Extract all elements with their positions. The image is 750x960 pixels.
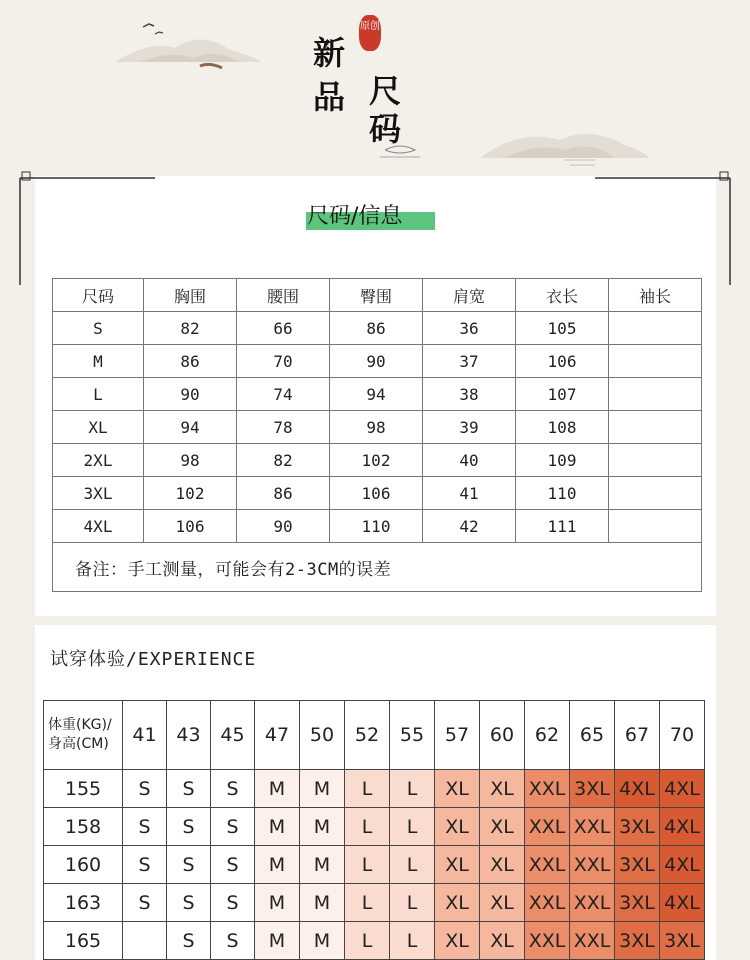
weight-header: 62 bbox=[525, 701, 570, 770]
size-recommendation-cell: L bbox=[345, 808, 390, 846]
size-recommendation-cell: S bbox=[123, 770, 167, 808]
title-char-2: 品 bbox=[313, 78, 346, 116]
size-recommendation-cell: L bbox=[345, 884, 390, 922]
original-seal: 原创 bbox=[359, 15, 381, 51]
table-cell: L bbox=[53, 378, 144, 411]
table-cell bbox=[609, 411, 702, 444]
table-cell: 38 bbox=[423, 378, 516, 411]
weight-header: 47 bbox=[255, 701, 300, 770]
size-recommendation-cell: S bbox=[167, 884, 211, 922]
size-recommendation-cell: XXL bbox=[525, 922, 570, 960]
table-cell: 66 bbox=[237, 312, 330, 345]
table-cell: 36 bbox=[423, 312, 516, 345]
weight-header: 57 bbox=[435, 701, 480, 770]
size-recommendation-cell: S bbox=[167, 770, 211, 808]
table-cell: 106 bbox=[330, 477, 423, 510]
size-recommendation-cell: M bbox=[300, 846, 345, 884]
title-char-4: 码 bbox=[369, 110, 402, 148]
table-cell bbox=[609, 477, 702, 510]
table-cell: 109 bbox=[516, 444, 609, 477]
col-header: 臀围 bbox=[330, 279, 423, 312]
size-recommendation-cell: M bbox=[300, 884, 345, 922]
table-cell: XL bbox=[53, 411, 144, 444]
size-recommendation-cell: S bbox=[167, 846, 211, 884]
size-recommendation-cell: L bbox=[345, 770, 390, 808]
size-recommendation-cell: L bbox=[345, 922, 390, 960]
size-recommendation-cell: 3XL bbox=[615, 884, 660, 922]
weight-height-corner bbox=[44, 701, 123, 770]
size-table bbox=[52, 278, 702, 592]
table-cell: 94 bbox=[330, 378, 423, 411]
table-cell: 98 bbox=[144, 444, 237, 477]
size-recommendation-cell: S bbox=[211, 884, 255, 922]
size-recommendation-cell: XXL bbox=[570, 846, 615, 884]
table-cell: M bbox=[53, 345, 144, 378]
size-recommendation-cell: XXL bbox=[570, 808, 615, 846]
table-row bbox=[53, 510, 702, 543]
weight-header: 60 bbox=[480, 701, 525, 770]
weight-header: 65 bbox=[570, 701, 615, 770]
col-header: 衣长 bbox=[516, 279, 609, 312]
size-recommendation-cell: XL bbox=[435, 846, 480, 884]
table-cell: 110 bbox=[516, 477, 609, 510]
size-recommendation-cell: 4XL bbox=[615, 770, 660, 808]
size-recommendation-cell: M bbox=[255, 846, 300, 884]
size-recommendation-cell: XL bbox=[480, 808, 525, 846]
table-cell bbox=[609, 378, 702, 411]
corner-label-height: 身高(CM) bbox=[48, 736, 109, 752]
table-cell: 111 bbox=[516, 510, 609, 543]
experience-section-title: 试穿体验/EXPERIENCE bbox=[50, 649, 257, 670]
size-recommendation-cell: L bbox=[390, 884, 435, 922]
height-label: 163 bbox=[44, 884, 123, 922]
table-row bbox=[44, 846, 705, 884]
table-cell: 90 bbox=[144, 378, 237, 411]
size-section-title: 尺码/信息 bbox=[307, 204, 403, 229]
note-row bbox=[53, 543, 702, 592]
weight-header-row bbox=[44, 701, 705, 770]
table-row bbox=[44, 922, 705, 960]
size-recommendation-cell: M bbox=[255, 884, 300, 922]
weight-header: 45 bbox=[211, 701, 255, 770]
table-cell: 4XL bbox=[53, 510, 144, 543]
table-cell: 86 bbox=[330, 312, 423, 345]
table-cell: 86 bbox=[144, 345, 237, 378]
table-cell bbox=[609, 345, 702, 378]
table-cell: 40 bbox=[423, 444, 516, 477]
size-recommendation-cell: S bbox=[123, 808, 167, 846]
size-recommendation-cell: 3XL bbox=[660, 922, 705, 960]
weight-header: 70 bbox=[660, 701, 705, 770]
table-cell: 82 bbox=[144, 312, 237, 345]
table-cell: S bbox=[53, 312, 144, 345]
table-row bbox=[53, 411, 702, 444]
table-cell: 78 bbox=[237, 411, 330, 444]
size-recommendation-cell: 3XL bbox=[615, 808, 660, 846]
table-cell bbox=[609, 312, 702, 345]
size-recommendation-cell: S bbox=[123, 884, 167, 922]
table-row bbox=[44, 808, 705, 846]
table-cell: 107 bbox=[516, 378, 609, 411]
size-recommendation-cell: L bbox=[345, 846, 390, 884]
size-recommendation-cell: XL bbox=[480, 884, 525, 922]
table-cell: 3XL bbox=[53, 477, 144, 510]
table-cell: 82 bbox=[237, 444, 330, 477]
size-recommendation-cell: XL bbox=[480, 770, 525, 808]
size-recommendation-cell: M bbox=[255, 808, 300, 846]
weight-header: 52 bbox=[345, 701, 390, 770]
table-cell: 42 bbox=[423, 510, 516, 543]
size-recommendation-cell: S bbox=[167, 922, 211, 960]
size-recommendation-cell: L bbox=[390, 846, 435, 884]
table-cell: 2XL bbox=[53, 444, 144, 477]
table-row bbox=[53, 477, 702, 510]
table-cell: 86 bbox=[237, 477, 330, 510]
col-header: 尺码 bbox=[53, 279, 144, 312]
table-cell: 105 bbox=[516, 312, 609, 345]
fit-recommendation-table bbox=[43, 700, 705, 960]
weight-header: 41 bbox=[123, 701, 167, 770]
size-recommendation-cell: XL bbox=[435, 922, 480, 960]
table-cell: 102 bbox=[144, 477, 237, 510]
size-recommendation-cell: S bbox=[167, 808, 211, 846]
col-header: 肩宽 bbox=[423, 279, 516, 312]
measurement-note: 备注：手工测量，可能会有2-3CM的误差 bbox=[53, 543, 702, 592]
size-recommendation-cell: XXL bbox=[525, 770, 570, 808]
table-cell: 41 bbox=[423, 477, 516, 510]
height-label: 165 bbox=[44, 922, 123, 960]
title-char-3: 尺 bbox=[369, 72, 402, 110]
weight-header: 50 bbox=[300, 701, 345, 770]
col-header: 胸围 bbox=[144, 279, 237, 312]
size-recommendation-cell: M bbox=[300, 922, 345, 960]
col-header: 腰围 bbox=[237, 279, 330, 312]
size-recommendation-cell: M bbox=[300, 770, 345, 808]
size-recommendation-cell: 4XL bbox=[660, 884, 705, 922]
size-recommendation-cell: S bbox=[123, 846, 167, 884]
table-row bbox=[53, 345, 702, 378]
size-recommendation-cell: L bbox=[390, 770, 435, 808]
size-recommendation-cell: XXL bbox=[525, 808, 570, 846]
size-table-header bbox=[53, 279, 702, 312]
size-recommendation-cell: S bbox=[211, 770, 255, 808]
table-row bbox=[53, 444, 702, 477]
size-recommendation-cell: XL bbox=[435, 770, 480, 808]
size-recommendation-cell: M bbox=[300, 808, 345, 846]
table-cell: 102 bbox=[330, 444, 423, 477]
table-row bbox=[53, 378, 702, 411]
size-recommendation-cell: 3XL bbox=[615, 922, 660, 960]
size-recommendation-cell: XL bbox=[480, 846, 525, 884]
table-cell: 90 bbox=[237, 510, 330, 543]
title-char-1: 新 bbox=[313, 34, 346, 72]
corner-label-weight: 体重(KG)/ bbox=[48, 717, 112, 733]
size-recommendation-cell: 3XL bbox=[570, 770, 615, 808]
size-recommendation-cell: XL bbox=[435, 808, 480, 846]
weight-header: 67 bbox=[615, 701, 660, 770]
table-row bbox=[44, 770, 705, 808]
table-cell: 110 bbox=[330, 510, 423, 543]
size-recommendation-cell: XL bbox=[435, 884, 480, 922]
table-cell: 98 bbox=[330, 411, 423, 444]
size-recommendation-cell: M bbox=[255, 922, 300, 960]
size-recommendation-cell: L bbox=[390, 808, 435, 846]
table-cell: 37 bbox=[423, 345, 516, 378]
table-cell: 70 bbox=[237, 345, 330, 378]
table-cell: 90 bbox=[330, 345, 423, 378]
table-cell: 74 bbox=[237, 378, 330, 411]
weight-header: 43 bbox=[167, 701, 211, 770]
size-recommendation-cell bbox=[123, 922, 167, 960]
size-recommendation-cell: 3XL bbox=[615, 846, 660, 884]
height-label: 160 bbox=[44, 846, 123, 884]
size-recommendation-cell: 4XL bbox=[660, 770, 705, 808]
fit-table-body bbox=[44, 770, 705, 960]
table-cell bbox=[609, 444, 702, 477]
table-cell: 106 bbox=[144, 510, 237, 543]
table-cell: 39 bbox=[423, 411, 516, 444]
table-row bbox=[44, 884, 705, 922]
size-recommendation-cell: XXL bbox=[525, 846, 570, 884]
size-recommendation-cell: XXL bbox=[570, 884, 615, 922]
size-recommendation-cell: 4XL bbox=[660, 808, 705, 846]
size-recommendation-cell: S bbox=[211, 846, 255, 884]
size-recommendation-cell: XXL bbox=[525, 884, 570, 922]
size-recommendation-cell: XXL bbox=[570, 922, 615, 960]
table-cell bbox=[609, 510, 702, 543]
size-recommendation-cell: 4XL bbox=[660, 846, 705, 884]
col-header: 袖长 bbox=[609, 279, 702, 312]
table-cell: 106 bbox=[516, 345, 609, 378]
size-recommendation-cell: XL bbox=[480, 922, 525, 960]
size-recommendation-cell: S bbox=[211, 922, 255, 960]
size-recommendation-cell: S bbox=[211, 808, 255, 846]
weight-header: 55 bbox=[390, 701, 435, 770]
table-cell: 108 bbox=[516, 411, 609, 444]
size-recommendation-cell: L bbox=[390, 922, 435, 960]
height-label: 155 bbox=[44, 770, 123, 808]
height-label: 158 bbox=[44, 808, 123, 846]
table-row bbox=[53, 312, 702, 345]
size-recommendation-cell: M bbox=[255, 770, 300, 808]
table-cell: 94 bbox=[144, 411, 237, 444]
